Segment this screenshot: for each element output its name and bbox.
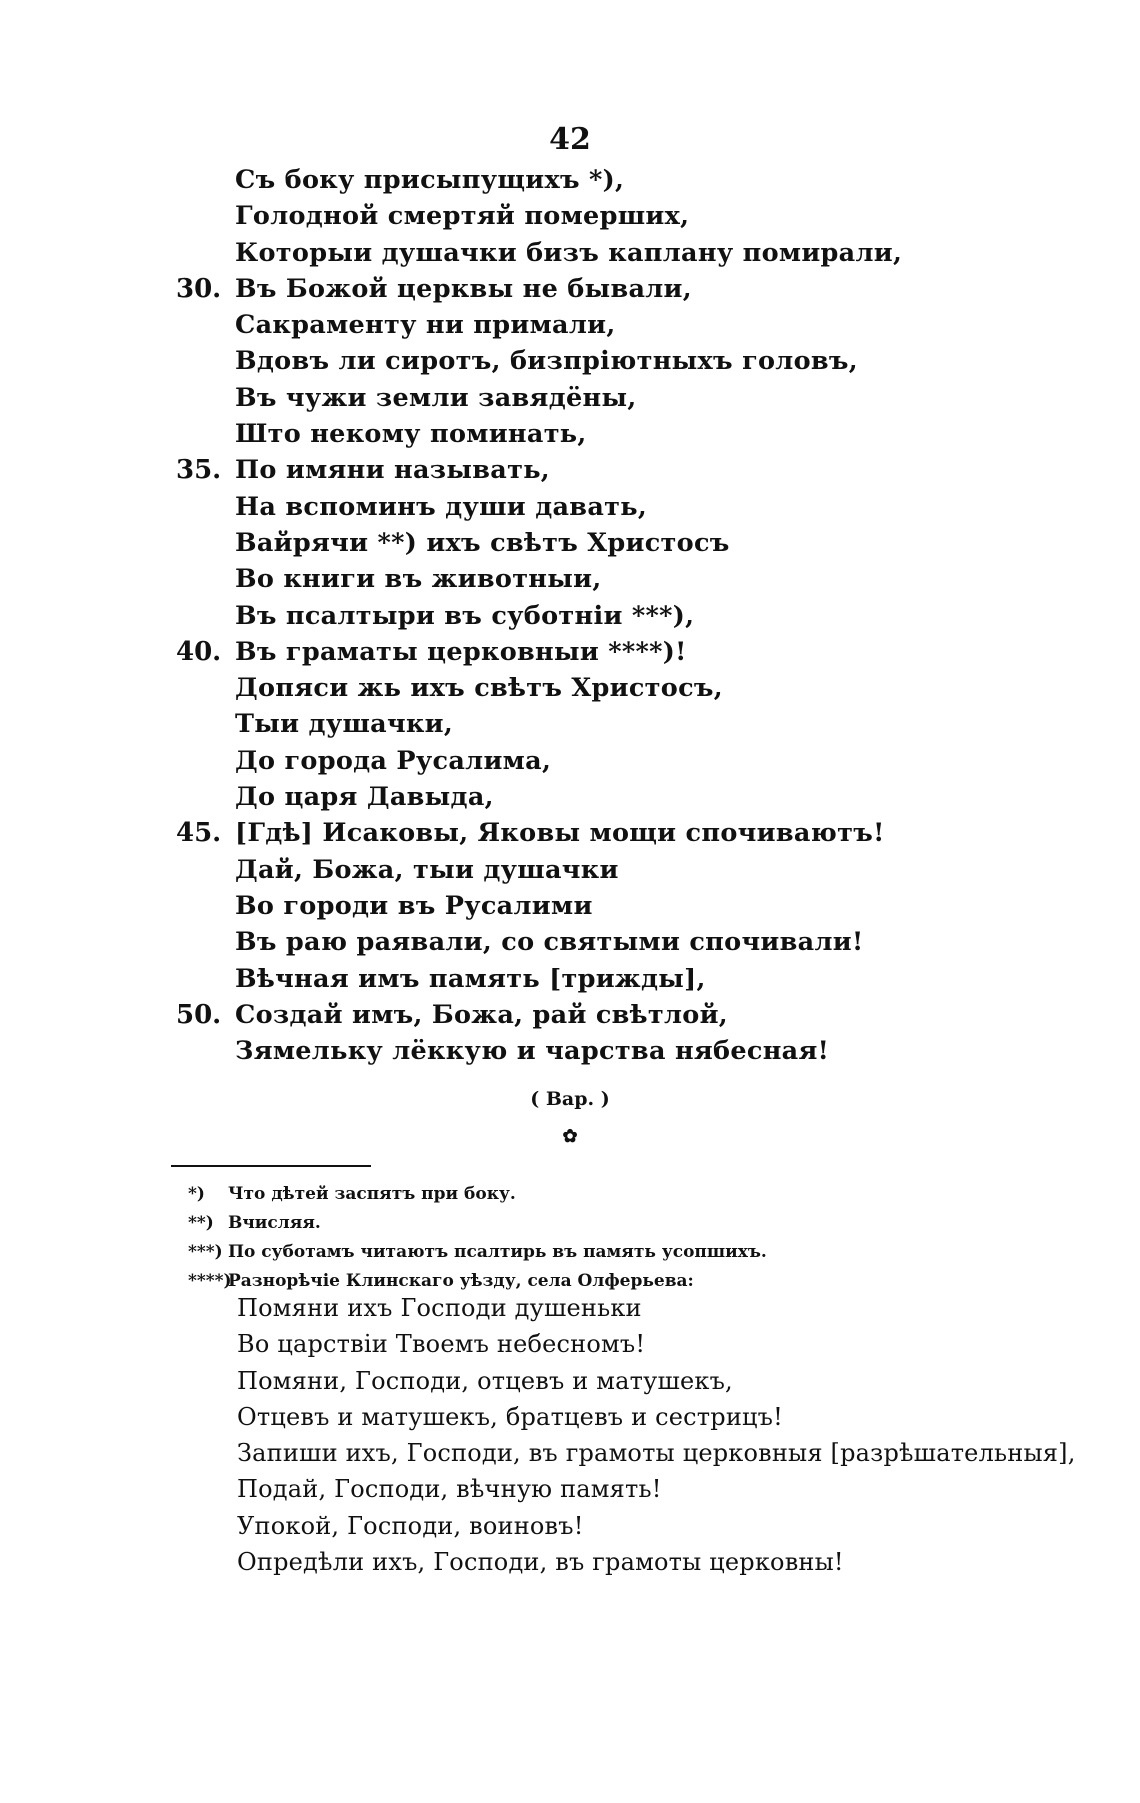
footnote-marker: ***) — [188, 1242, 223, 1262]
verse-text: Въ чужи земли завядёны, — [235, 382, 637, 413]
verse-text: Во городи въ Русалими — [235, 890, 593, 921]
verse-text: Въ граматы церковныи ****)! — [235, 636, 687, 667]
verse-line — [0, 343, 1140, 379]
verse-line — [0, 235, 1140, 271]
variant-verse — [0, 1290, 1140, 1580]
verse-line — [0, 198, 1140, 234]
verse-text: Допяси жь ихъ свѣтъ Христосъ, — [235, 673, 723, 704]
verse-text: Вдовъ ли сиротъ, бизпріютныхъ головъ, — [235, 346, 858, 377]
variant-text: Во царствіи Твоемъ небесномъ! — [237, 1330, 646, 1359]
verse-line — [0, 452, 1140, 488]
verse-text: Тыи душачки, — [235, 709, 454, 740]
verse-text: Во книги въ животныи, — [235, 564, 602, 595]
verse-line — [0, 598, 1140, 634]
variant-text: Помяни, Господи, отцевъ и матушекъ, — [237, 1366, 733, 1395]
variant-line — [0, 1508, 1140, 1544]
verse-text: До царя Давыда, — [235, 782, 494, 813]
footnote-marker: *) — [188, 1184, 205, 1204]
source-attribution: ( Вар. ) — [530, 1088, 610, 1110]
verse-text: Вайрячи **) ихъ свѣтъ Христосъ — [235, 527, 730, 558]
verse-line — [0, 1033, 1140, 1069]
verse-line — [0, 706, 1140, 742]
verse-line — [0, 779, 1140, 815]
footnote — [0, 1209, 1140, 1238]
verse-line — [0, 852, 1140, 888]
verse-text: Въ псалтыри въ суботніи ***), — [235, 600, 695, 631]
variant-line — [0, 1435, 1140, 1471]
verse-line — [0, 380, 1140, 416]
verse-text: Што некому поминать, — [235, 419, 587, 450]
verse-line — [0, 525, 1140, 561]
verse-line — [0, 815, 1140, 851]
verse-line — [0, 634, 1140, 670]
verse-text: Въ Божой церквы не бывали, — [235, 273, 692, 304]
variant-text: Помяни ихъ Господи душеньки — [237, 1294, 642, 1322]
footnote-divider — [171, 1165, 371, 1167]
verse-line — [0, 961, 1140, 997]
variant-text: Опредѣли ихъ, Господи, въ грамоты церковны! — [237, 1548, 844, 1577]
variant-line — [0, 1290, 1140, 1326]
verse-text: Создай имъ, Божа, рай свѣтлой, — [235, 999, 728, 1030]
verse-text: Сакраменту ни примали, — [235, 310, 616, 341]
footnotes — [0, 1180, 1140, 1296]
variant-line — [0, 1326, 1140, 1362]
poem — [0, 162, 1140, 1069]
variant-line — [0, 1471, 1140, 1507]
verse-number: 50. — [176, 999, 222, 1030]
verse-text: Которыи душачки бизъ каплану помирали, — [235, 237, 903, 268]
page-number: 42 — [549, 122, 591, 157]
verse-number: 40. — [176, 636, 222, 667]
verse-line — [0, 743, 1140, 779]
verse-text: На вспоминъ души давать, — [235, 491, 648, 522]
ornament-icon: ✿ — [562, 1126, 578, 1147]
verse-line — [0, 997, 1140, 1033]
verse-text: Зямельку лёккую и чарства нябесная! — [235, 1036, 830, 1067]
verse-line — [0, 670, 1140, 706]
footnote-text: Разнорѣчіе Клинскаго уѣзду, села Олферьева: — [228, 1271, 694, 1291]
variant-text: Подай, Господи, вѣчную память! — [237, 1475, 662, 1504]
verse-text: [Гдѣ] Исаковы, Яковы мощи спочиваютъ! — [235, 818, 885, 849]
variant-line — [0, 1544, 1140, 1580]
footnote — [0, 1238, 1140, 1267]
verse-line — [0, 162, 1140, 198]
verse-line — [0, 561, 1140, 597]
verse-text: Вѣчная имъ память [трижды], — [235, 963, 706, 994]
verse-text: Съ боку присыпущихъ *), — [235, 165, 625, 195]
verse-line — [0, 416, 1140, 452]
footnote-text: По суботамъ читаютъ псалтирь въ память усопшихъ. — [228, 1242, 767, 1262]
verse-line — [0, 888, 1140, 924]
verse-text: По имяни называть, — [235, 455, 550, 486]
footnote-marker: ****) — [188, 1271, 232, 1291]
verse-text: Дай, Божа, тыи душачки — [235, 854, 619, 885]
verse-line — [0, 924, 1140, 960]
verse-line — [0, 307, 1140, 343]
footnote — [0, 1180, 1140, 1209]
variant-line — [0, 1363, 1140, 1399]
footnote-marker: **) — [188, 1213, 214, 1233]
variant-text: Отцевъ и матушекъ, братцевъ и сестрицъ! — [237, 1402, 783, 1431]
variant-line — [0, 1399, 1140, 1435]
verse-number: 45. — [176, 818, 222, 849]
verse-text: Въ раю раявали, со святыми спочивали! — [235, 927, 864, 958]
verse-number: 30. — [176, 273, 222, 304]
verse-text: Голодной смертяй померших, — [235, 201, 690, 232]
footnote-text: Вчисляя. — [228, 1213, 321, 1233]
verse-text: До города Русалима, — [235, 745, 552, 776]
verse-number: 35. — [176, 455, 222, 486]
verse-line — [0, 271, 1140, 307]
variant-text: Запиши ихъ, Господи, въ грамоты церковныя [разрѣшательныя], — [237, 1439, 1076, 1468]
verse-line — [0, 489, 1140, 525]
footnote-text: Что дѣтей заспятъ при боку. — [228, 1184, 516, 1204]
variant-text: Упокой, Господи, воиновъ! — [237, 1511, 584, 1540]
